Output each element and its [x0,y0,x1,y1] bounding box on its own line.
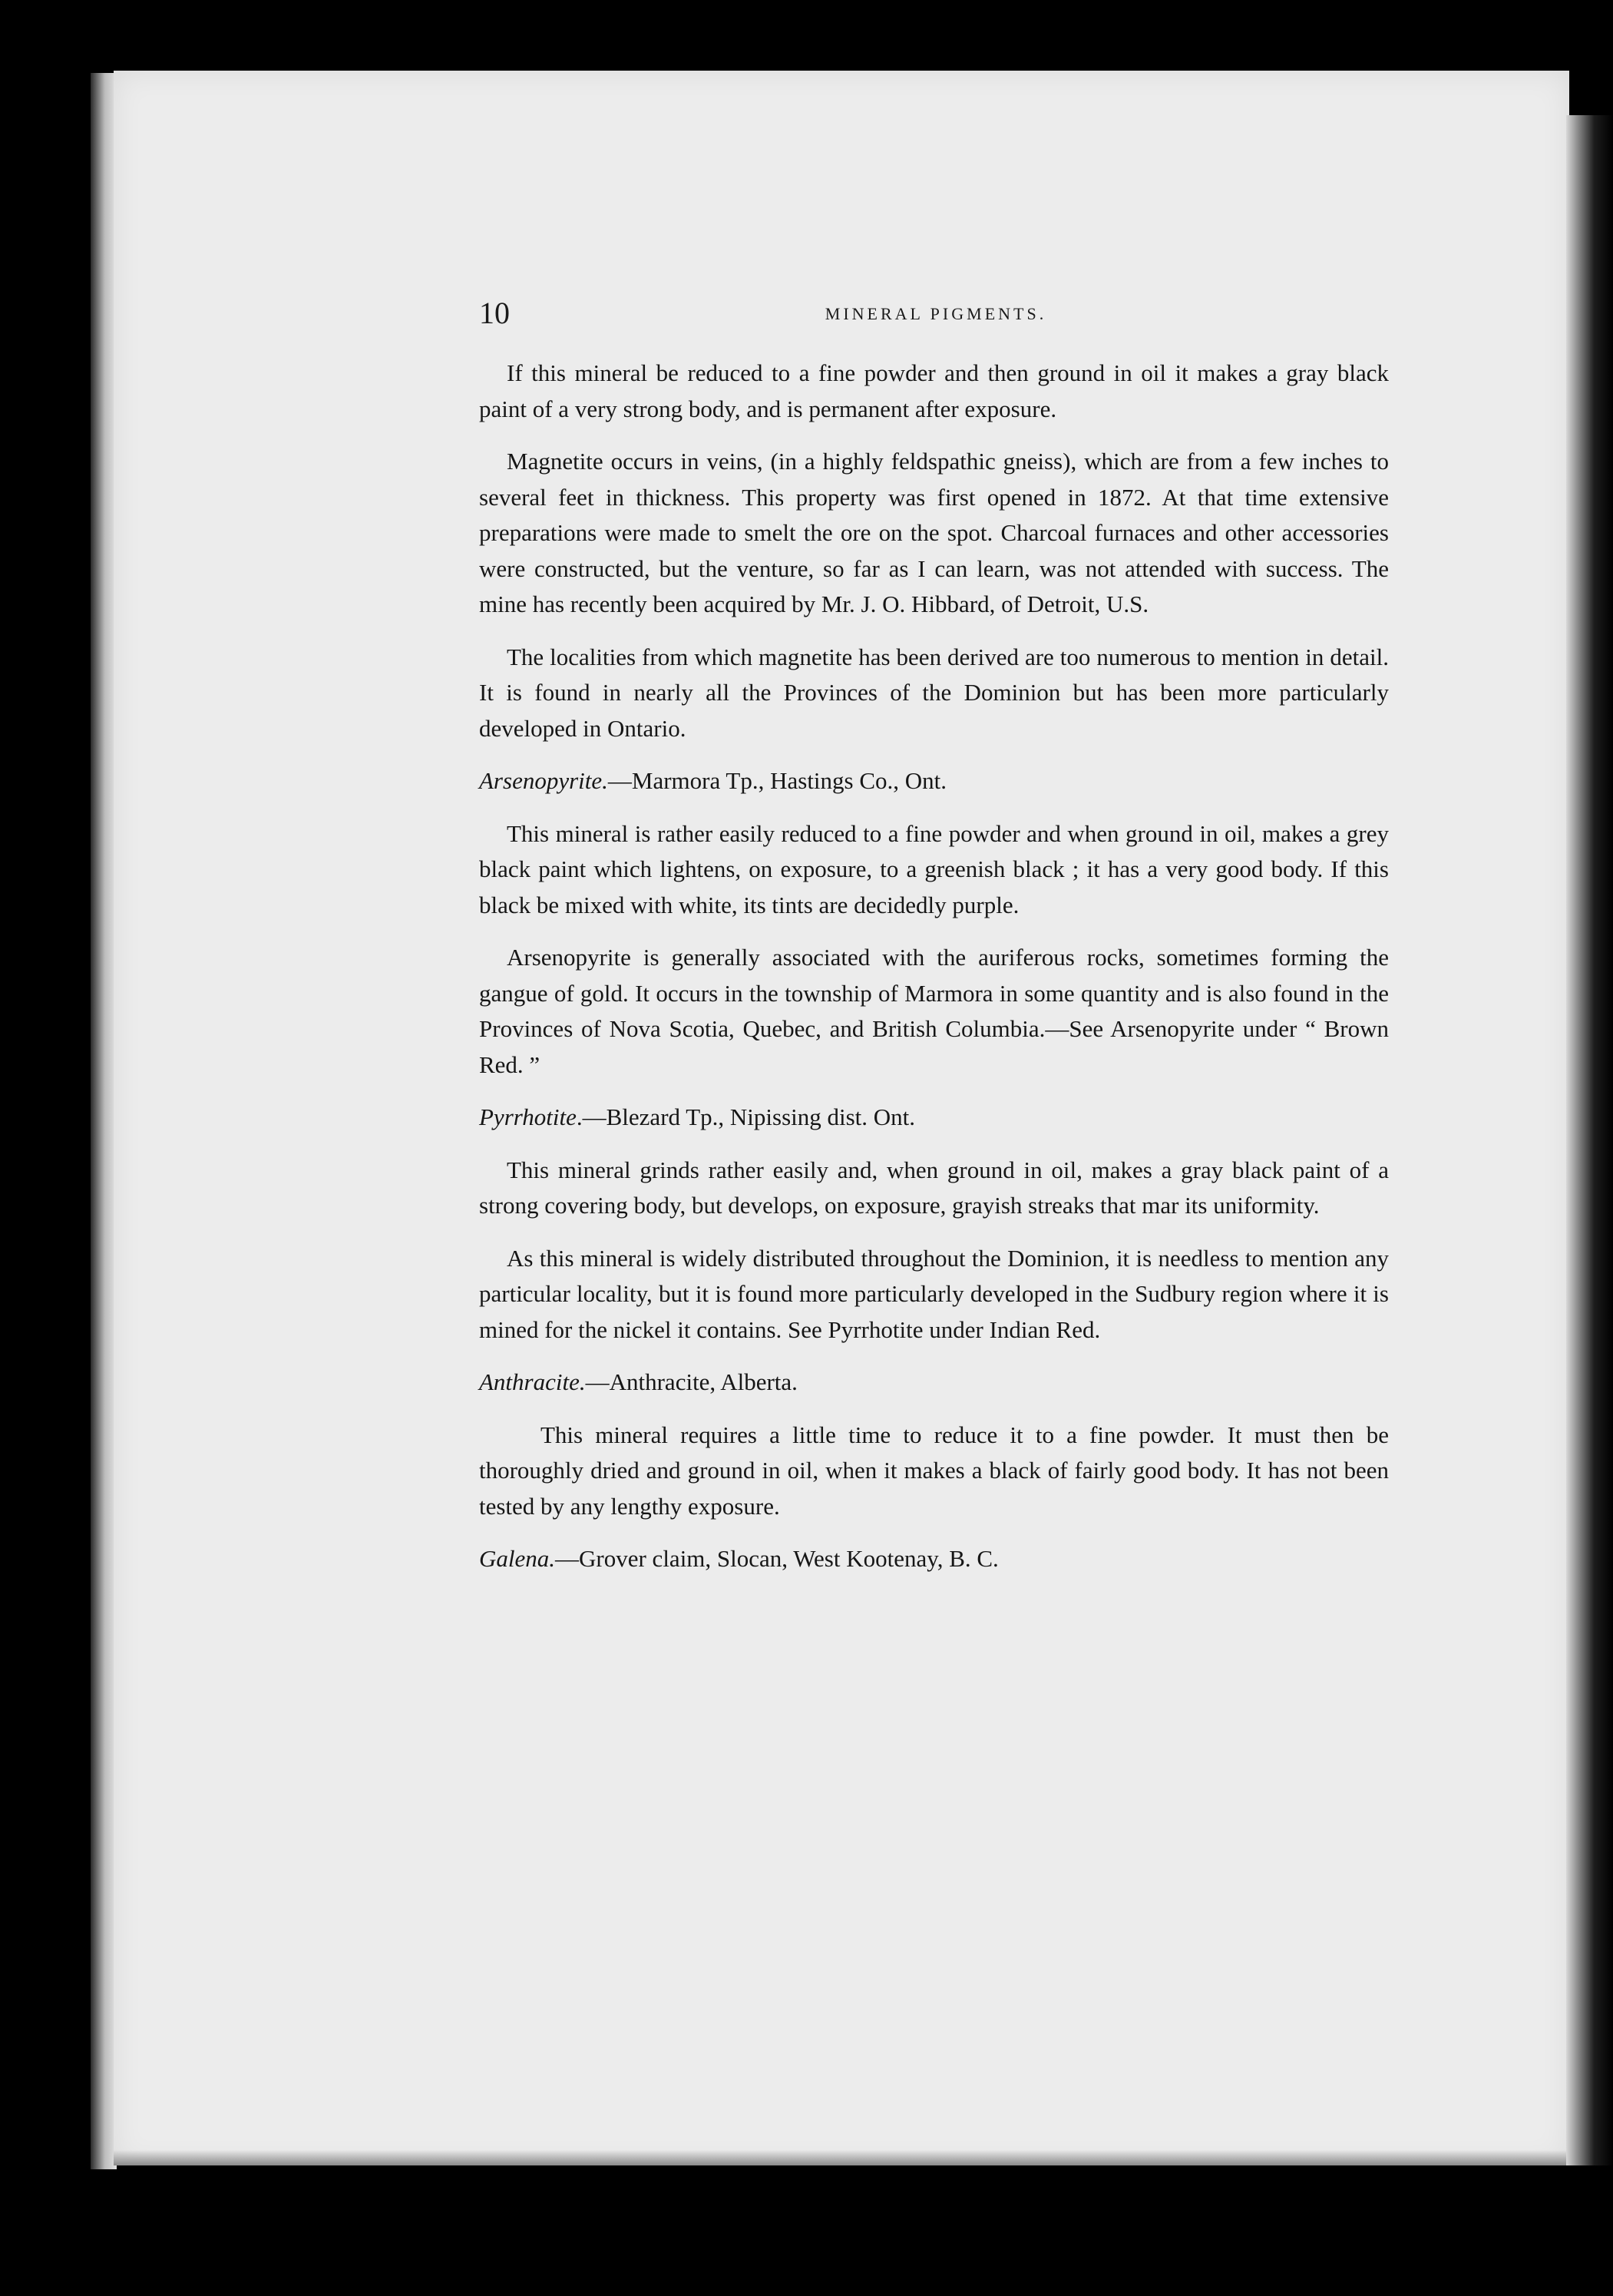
entry-arsenopyrite [479,763,1389,799]
mineral-name-galena: Galena. [479,1545,556,1572]
mineral-name-arsenopyrite: Arsenopyrite. [479,767,608,794]
page-header [479,295,1393,333]
paragraph-pyrrhotite-paint: This mineral grinds rather easily and, when ground in oil, makes a gray black paint of a strong covering body, but develops, on exposure, grayish streaks that mar its uniformity. [479,1156,1389,1219]
entry-anthracite [479,1365,1389,1401]
paragraph-magnetite-paint: If this mineral be reduced to a fine powder and then ground in oil it makes a gray black paint of a very strong body, and is permanent after exposure. [479,359,1389,422]
locality-anthracite: —Anthracite, Alberta. [585,1368,798,1395]
paragraph-magnetite-localities: The localities from which magnetite has been derived are too numerous to mention in detail. It is found in nearly all the Provinces of the Dominion but has been more particularly developed in Ontario. [479,643,1389,742]
page-bottom-shadow [114,2150,1569,2165]
entry-pyrrhotite [479,1100,1389,1136]
mineral-name-anthracite: Anthracite. [479,1368,586,1395]
mineral-name-pyrrhotite: Pyrrhotite [479,1103,577,1130]
text-body [479,356,1389,1594]
locality-arsenopyrite: —Marmora Tp., Hastings Co., Ont. [607,767,947,794]
entry-galena [479,1541,1389,1577]
page-binding-edge [91,73,117,2169]
running-title: MINERAL PIGMENTS. [825,304,1047,323]
paragraph-anthracite-paint: This mineral requires a little time to reduce it to a fine powder. It must then be thoroughly dried and ground in oil, when it makes a black of fairly good body. It has not been tested by any lengthy exposure. [479,1421,1389,1520]
paragraph-pyrrhotite-occurrence: As this mineral is widely distributed throughout the Dominion, it is needless to mention any particular locality, but it is found more particularly developed in the Sudbury region where it is mined for the nickel it contains. See Pyrrhotite under Indian Red. [479,1244,1389,1343]
next-page-edge [1566,115,1613,2165]
page-number: 10 [479,296,510,330]
paragraph-arsenopyrite-occurrence: Arsenopyrite is generally associated with the auriferous rocks, sometimes forming the gangue of gold. It occurs in the township of Marmora in some quantity and is also found in the Provinces of Nova Scotia, Quebec, and British Columbia.—See Arsenopyrite under “ Brown Red. ” [479,944,1389,1078]
paragraph-magnetite-occurrence: Magnetite occurs in veins, (in a highly feldspathic gneiss), which are from a few inches to several feet in thickness. This property was first opened in 1872. At that time extensive preparations were made to smelt the ore on the spot. Charcoal furnaces and other accessories were constructed, but the venture, so far as I can learn, was not attended with success. The mine has recently been acquired by Mr. J. O. Hibbard, of Detroit, U.S. [479,448,1389,617]
paragraph-arsenopyrite-paint: This mineral is rather easily reduced to a fine powder and when ground in oil, makes a grey black paint which lightens, on exposure, to a greenish black ; it has a very good body. If this black be mixed with white, its tints are decidedly purple. [479,819,1389,918]
locality-galena: —Grover claim, Slocan, West Kootenay, B. C. [555,1545,999,1572]
locality-pyrrhotite: .—Blezard Tp., Nipissing dist. Ont. [576,1103,916,1130]
